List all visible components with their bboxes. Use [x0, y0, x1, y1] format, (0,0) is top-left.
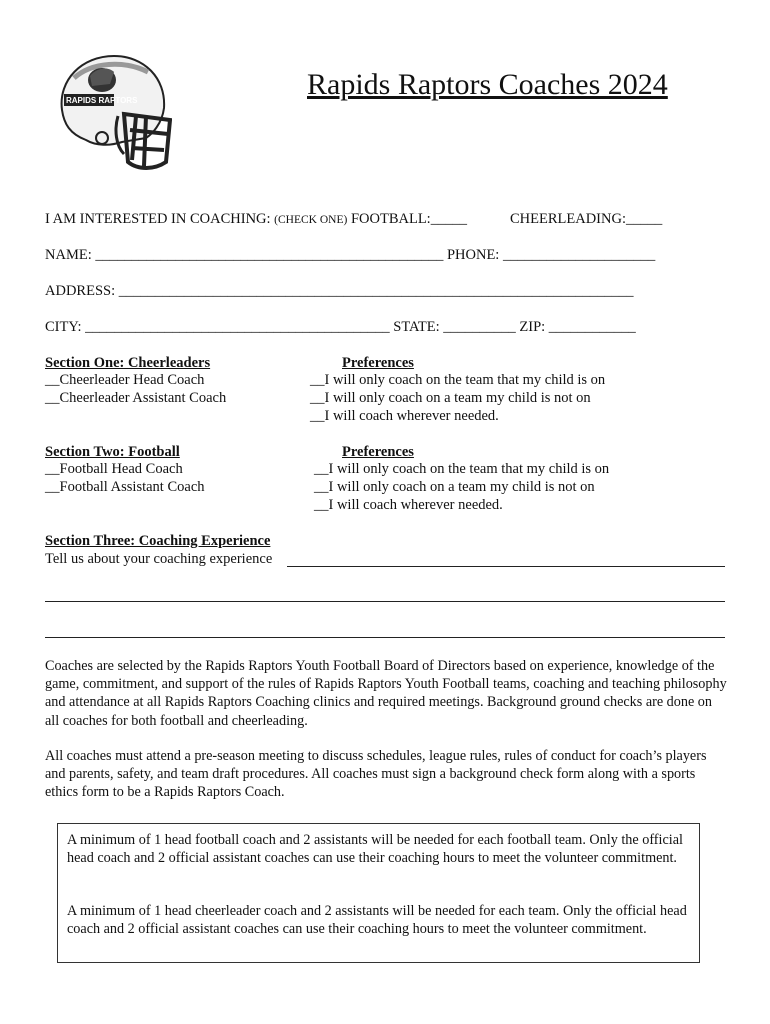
logo-text: RAPIDS RAPTORS [66, 96, 138, 105]
city-state-zip-line[interactable]: CITY: __________________________________________ STATE: __________ ZIP: ____________ [45, 319, 636, 335]
selection-paragraph: Coaches are selected by the Rapids Raptors Youth Football Board of Directors based on experience, knowledge of the game, commitment, and support of the rules of Rapids Raptors Youth Football teams, coaching and teaching philosophy and attendance at all Rapids Raptors Coaching clinics and required meetings. Background ground checks are done on all coaches for both football and cheerleading. [45, 658, 727, 729]
meeting-paragraph: All coaches must attend a pre-season meeting to discuss schedules, league rules, rules of conduct for coach’s players and parents, safety, and team draft procedures. All coaches must sign a background check form along with a sports ethics form to be a Rapids Raptors Coach. [45, 748, 707, 801]
cheer-option[interactable]: CHEERLEADING:_____ [510, 211, 663, 227]
football-minimum-notice: A minimum of 1 head football coach and 2 assistants will be needed for each football team. Only the official head coach and 2 official assistant coaches can use their coaching hours to meet the volunteer commitment. [67, 832, 683, 867]
section-three-heading: Section Three: Coaching Experience [45, 533, 271, 549]
cheer-head-coach-option[interactable]: __Cheerleader Head Coach [45, 372, 205, 388]
interest-label: I AM INTERESTED IN COACHING: [45, 211, 271, 227]
interest-hint: (CHECK ONE) [274, 214, 348, 226]
cheer-assistant-coach-option[interactable]: __Cheerleader Assistant Coach [45, 390, 227, 406]
section-one-heading: Section One: Cheerleaders [45, 355, 211, 371]
page-title: Rapids Raptors Coaches 2024 [307, 68, 668, 101]
football-pref-other-team[interactable]: __I will only coach on a team my child is not on [314, 479, 595, 495]
experience-line-3[interactable] [45, 637, 725, 638]
section-two-heading: Section Two: Football [45, 444, 180, 460]
section-one-preferences-heading: Preferences [342, 355, 414, 371]
experience-line-1[interactable] [287, 566, 725, 567]
cheer-minimum-notice: A minimum of 1 head cheerleader coach and 2 assistants will be needed for each team. Only the official head coach and 2 official assistant coaches can use their coaching hours to meet the volunteer commitment. [67, 903, 687, 938]
name-phone-line[interactable]: NAME: ________________________________________________ PHONE: _____________________ [45, 247, 656, 263]
football-pref-own-team[interactable]: __I will only coach on the team that my child is on [314, 461, 610, 477]
notice-box [57, 823, 700, 963]
football-head-coach-option[interactable]: __Football Head Coach [45, 461, 183, 477]
cheer-pref-other-team[interactable]: __I will only coach on a team my child is not on [310, 390, 591, 406]
experience-prompt: Tell us about your coaching experience [45, 551, 273, 567]
address-line[interactable]: ADDRESS: _______________________________________________________________________ [45, 283, 634, 299]
football-pref-anywhere[interactable]: __I will coach wherever needed. [314, 497, 503, 513]
interest-row [45, 211, 467, 228]
football-option[interactable]: FOOTBALL:_____ [350, 211, 467, 227]
section-two-preferences-heading: Preferences [342, 444, 414, 460]
cheer-pref-anywhere[interactable]: __I will coach wherever needed. [310, 408, 499, 424]
cheer-pref-own-team[interactable]: __I will only coach on the team that my child is on [310, 372, 606, 388]
helmet-logo [52, 50, 172, 172]
football-assistant-coach-option[interactable]: __Football Assistant Coach [45, 479, 205, 495]
experience-line-2[interactable] [45, 601, 725, 602]
